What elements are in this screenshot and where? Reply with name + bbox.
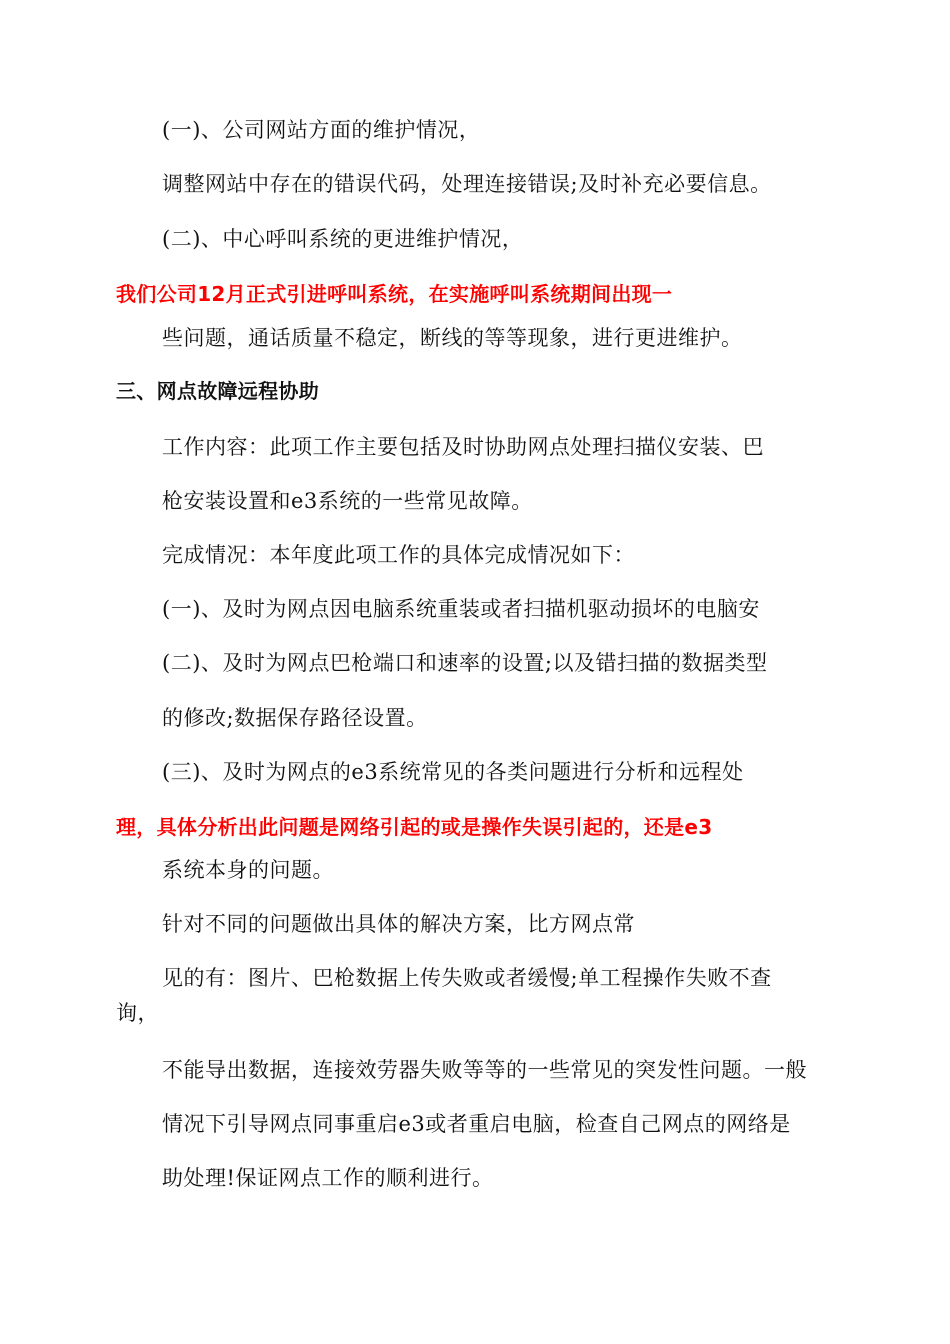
paragraph-line: (三)、及时为网点的e3系统常见的各类问题进行分析和远程处 (162, 760, 744, 784)
highlighted-line: 我们公司12月正式引进呼叫系统，在实施呼叫系统期间出现一 (116, 282, 673, 306)
paragraph-line: 完成情况：本年度此项工作的具体完成情况如下： (162, 543, 635, 567)
section-heading: 三、网点故障远程协助 (116, 379, 319, 403)
paragraph-line: 见的有：图片、巴枪数据上传失败或者缓慢;单工程操作失败不查 (162, 966, 772, 990)
paragraph-line: 不能导出数据，连接效劳器失败等等的一些常见的突发性问题。一般 (162, 1058, 807, 1082)
paragraph-line: 工作内容：此项工作主要包括及时协助网点处理扫描仪安装、巴 (162, 435, 764, 459)
paragraph-line: 些问题，通话质量不稳定，断线的等等现象，进行更进维护。 (162, 326, 743, 350)
paragraph-line: 枪安装设置和e3系统的一些常见故障。 (162, 489, 533, 513)
paragraph-line: 助处理!保证网点工作的顺利进行。 (162, 1166, 494, 1190)
paragraph-line: 的修改;数据保存路径设置。 (162, 706, 428, 730)
paragraph-line: 调整网站中存在的错误代码，处理连接错误;及时补充必要信息。 (162, 172, 772, 196)
paragraph-line: 情况下引导网点同事重启e3或者重启电脑，检查自己网点的网络是 (162, 1112, 791, 1136)
highlighted-line: 理，具体分析出此问题是网络引起的或是操作失误引起的，还是e3 (116, 815, 713, 839)
paragraph-line: (一)、及时为网点因电脑系统重装或者扫描机驱动损坏的电脑安 (162, 597, 760, 621)
paragraph-line: 询， (116, 1001, 159, 1025)
paragraph-line: 针对不同的问题做出具体的解决方案，比方网点常 (162, 912, 635, 936)
paragraph-line: (二)、中心呼叫系统的更进维护情况， (162, 227, 524, 251)
paragraph-line: (一)、公司网站方面的维护情况， (162, 118, 481, 142)
paragraph-line: 系统本身的问题。 (162, 858, 334, 882)
paragraph-line: (二)、及时为网点巴枪端口和速率的设置;以及错扫描的数据类型 (162, 651, 768, 675)
